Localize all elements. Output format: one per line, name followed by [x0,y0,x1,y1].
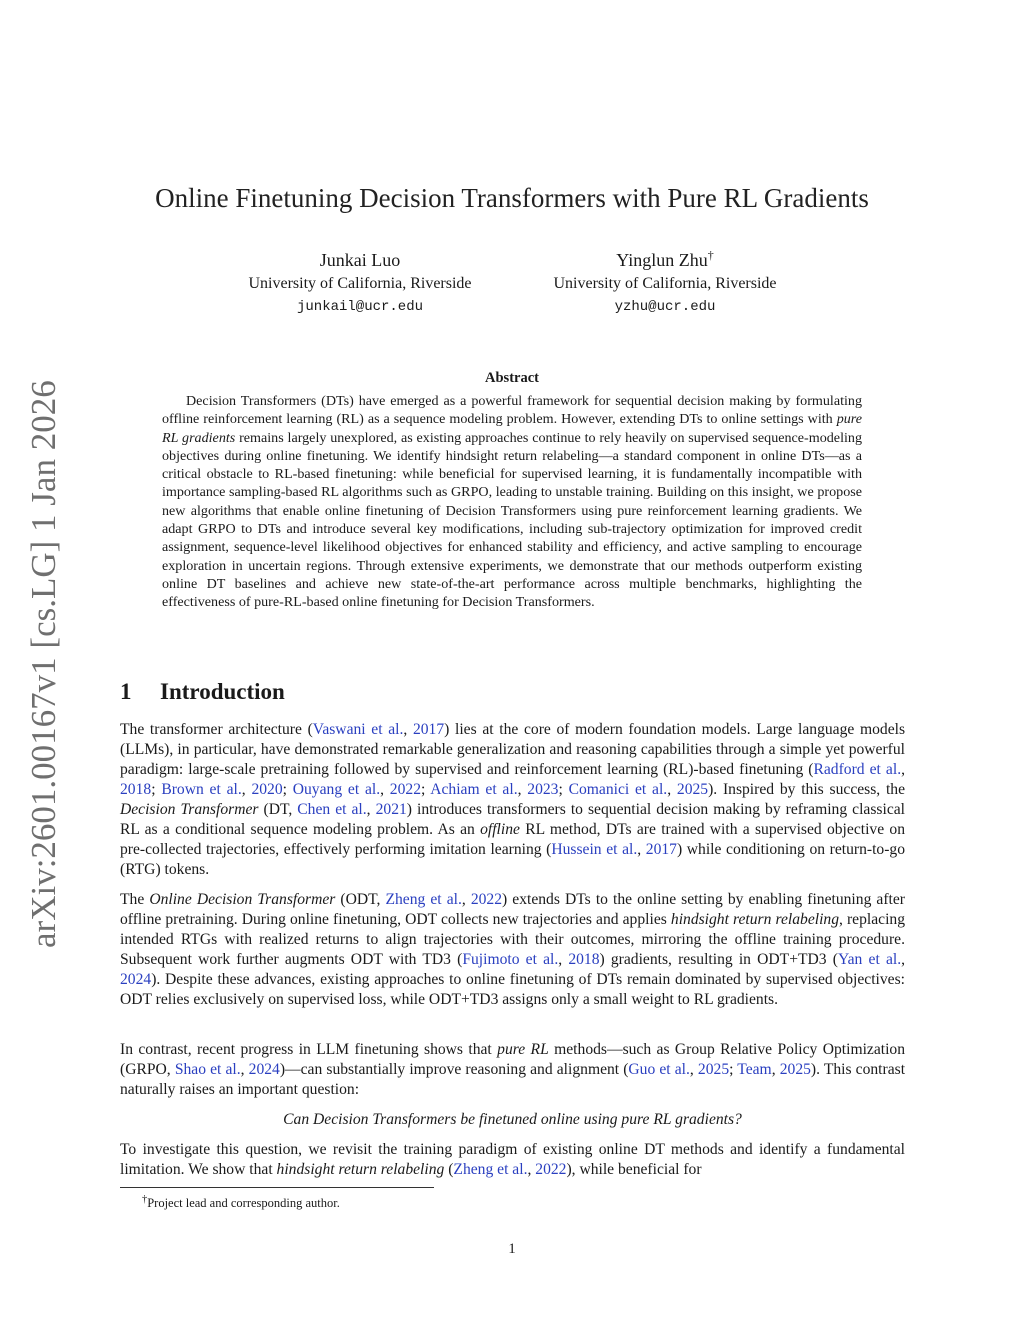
footnote-mark: † [142,1194,148,1205]
body-text: RL method, DTs are trained with a supervised objective on pre-collected trajectories, effectively performing imitation learning ( [120,821,905,858]
citation-link[interactable]: Chen et al., 2021 [297,801,407,818]
author-affiliation: University of California, Riverside [248,275,472,292]
citation-link[interactable]: Team, 2025 [737,1061,811,1078]
body-text: The transformer architecture ( [120,721,313,738]
body-text: ) extends DTs to the online setting by enabling finetuning after offline pretraining. During online finetuning, ODT collects new trajectories and applies [120,891,905,928]
author-email[interactable]: yzhu@ucr.edu [614,299,716,315]
abstract-emphasis: pure RL gradients [162,411,862,446]
emphasis: hindsight return relabeling [276,1161,445,1178]
intro-paragraph-2: The Online Decision Transformer (ODT, Zheng et al., 2022) extends DTs to the online setting by enabling finetuning after offline pretraining. During online finetuning, ODT collects new trajectories and applies hindsight return relabeling, replacing intended RTGs with realized returns to align trajectories with their outcomes, mirroring the offline training procedure. Subsequent work further augments ODT with TD3 (Fujimoto et al., 2018) gradients, resulting in ODT+TD3 (Yan et al., 2024). Despite these advances, existing approaches to online finetuning of DTs remain dominated by supervised objectives: ODT relies exclusively on supervised loss, while ODT+TD3 assigns only a small weight to RL gradients. [120,891,906,1008]
author-name-text: Yinglun Zhu [616,250,708,270]
abstract-heading: Abstract [485,370,539,386]
citation-link[interactable]: Comanici et al., 2025 [568,781,709,798]
author-email[interactable]: junkail@ucr.edu [296,299,424,315]
citation-link[interactable]: Guo et al., 2025 [628,1061,730,1078]
body-text: ) introduces transformers to sequential decision making by reframing classical RL as a conditional sequence modeling problem. As an [120,801,906,838]
author-name: Junkai Luo [319,250,401,270]
body-text: , replacing intended RTGs with realized returns to align trajectories with their outcomes, mirroring the offline training procedure. Subsequent work further augments ODT with TD3 ( [120,911,905,968]
citation-link[interactable]: Yan et al., 2024 [120,951,906,988]
abstract-text: Decision Transformers (DTs) have emerged as a powerful framework for sequential decision making by formulating offline reinforcement learning (RL) as a sequence modeling problem. However, extending DTs to online settings with [162,393,862,428]
citation-link[interactable]: Hussein et al., 2017 [551,841,677,858]
emphasis: offline [480,821,520,838]
section-number: 1 [120,679,132,704]
page-number: 1 [508,1241,516,1257]
abstract-body [162,392,862,612]
emphasis: pure RL [497,1041,549,1058]
abstract-text: remains largely unexplored, as existing approaches continue to rely heavily on supervised sequence-modeling objectives during online finetuning. We identify hindsight return relabeling—a standard component in online DTs—as a critical obstacle to RL-based finetuning: while beneficial for supervised learning, it is fundamentally incompatible with importance sampling-based RL algorithms such as GRPO, leading to unstable training. Building on this insight, we propose new algorithms that enable online finetuning of Decision Transformers using pure reinforcement learning gradients. We adapt GRPO to DTs and introduce several key modifications, including sub-trajectory optimization for improved credit assignment, sequence-level likelihood objectives for enhanced stability and efficiency, and active sampling to encourage exploration in uncertain regions. Through extensive experiments, we demonstrate that our methods outperform existing online DT baselines and achieve new state-of-the-art performance across multiple benchmarks, highlighting the effectiveness of pure-RL-based online finetuning for Decision Transformers. [162,429,862,611]
body-text: ). Despite these advances, existing approaches to online finetuning of DTs remain dominated by supervised objectives: ODT relies exclusively on supervised loss, while ODT+TD3 assigns only a small weight to RL gradients. [120,971,905,1008]
section-title: Introduction [160,679,285,704]
footnote [142,1192,340,1211]
emphasis: hindsight return relabeling [670,911,840,928]
citation-link[interactable]: Vaswani et al., 2017 [312,721,445,738]
body-text: ). Inspired by this success, the [708,781,906,798]
intro-paragraph-3: In contrast, recent progress in LLM finetuning shows that pure RL methods—such as Group Relative Policy Optimization (GRPO, Shao et al., 2024)—can substantially improve reasoning and alignment (Guo et al., 2025; Team, 2025). This contrast naturally raises an important question: [120,1041,906,1098]
section-heading [120,676,285,708]
paper-title: Online Finetuning Decision Transformers with Pure RL Gradients [155,183,869,213]
author-block-2 [515,248,815,318]
arxiv-identifier: arXiv:2601.00167v1 [cs.LG] 1 Jan 2026 [24,380,63,948]
intro-paragraph-4: To investigate this question, we revisit the training paradigm of existing online DT methods and identify a fundamental limitation. We show that hindsight return relabeling (Zheng et al., 2022), while beneficial for [120,1141,905,1178]
body-text: ) while conditioning on return-to-go (RTG) tokens. [120,841,906,878]
body-text: ) lies at the core of modern foundation models. Large language models (LLMs), in particular, have demonstrated remarkable generalization and reasoning capabilities through a simple yet powerful paradigm: large-scale pretraining followed by supervised and reinforcement learning (RL)-based finetuning ( [120,721,906,778]
footnote-text: Project lead and corresponding author. [147,1196,340,1211]
emphasis: Decision Transformer [120,801,259,818]
body-text: ), while beneficial for [566,1161,702,1178]
body-text: ). This contrast naturally raises an important question: [120,1061,906,1098]
citation-link[interactable]: Fujimoto et al., 2018 [462,951,600,968]
author-footnote-mark[interactable]: † [707,248,714,262]
author-name [515,248,815,272]
footnote-divider [120,1187,434,1188]
citation-link[interactable]: Shao et al., 2024 [174,1061,280,1078]
citation-link[interactable]: Brown et al., 2020 [161,781,283,798]
research-question: Can Decision Transformers be finetuned online using pure RL gradients? [283,1111,742,1128]
author-block-1 [210,248,510,318]
intro-paragraph-1: The transformer architecture (Vaswani et al., 2017) lies at the core of modern foundation models. Large language models (LLMs), in particular, have demonstrated remarkable generalization and reasoning capabilities through a simple yet powerful paradigm: large-scale pretraining followed by supervised and reinforcement learning (RL)-based finetuning (Radford et al., 2018; Brown et al., 2020; Ouyang et al., 2022; Achiam et al., 2023; Comanici et al., 2025). Inspired by this success, the Decision Transformer (DT, Chen et al., 2021) introduces transformers to sequential decision making by reframing classical RL as a conditional sequence modeling problem. As an offline RL method, DTs are trained with a supervised objective on pre-collected trajectories, effectively performing imitation learning (Hussein et al., 2017) while conditioning on return-to-go (RTG) tokens. [120,721,906,878]
citation-link[interactable]: Ouyang et al., 2022 [292,781,421,798]
citation-link[interactable]: Zheng et al., 2022 [453,1161,567,1178]
citation-link[interactable]: Radford et al., 2018 [120,761,905,798]
author-affiliation: University of California, Riverside [553,275,777,292]
citation-link[interactable]: Achiam et al., 2023 [430,781,559,798]
citation-link[interactable]: Zheng et al., 2022 [385,891,503,908]
emphasis: Online Decision Transformer [149,891,336,908]
